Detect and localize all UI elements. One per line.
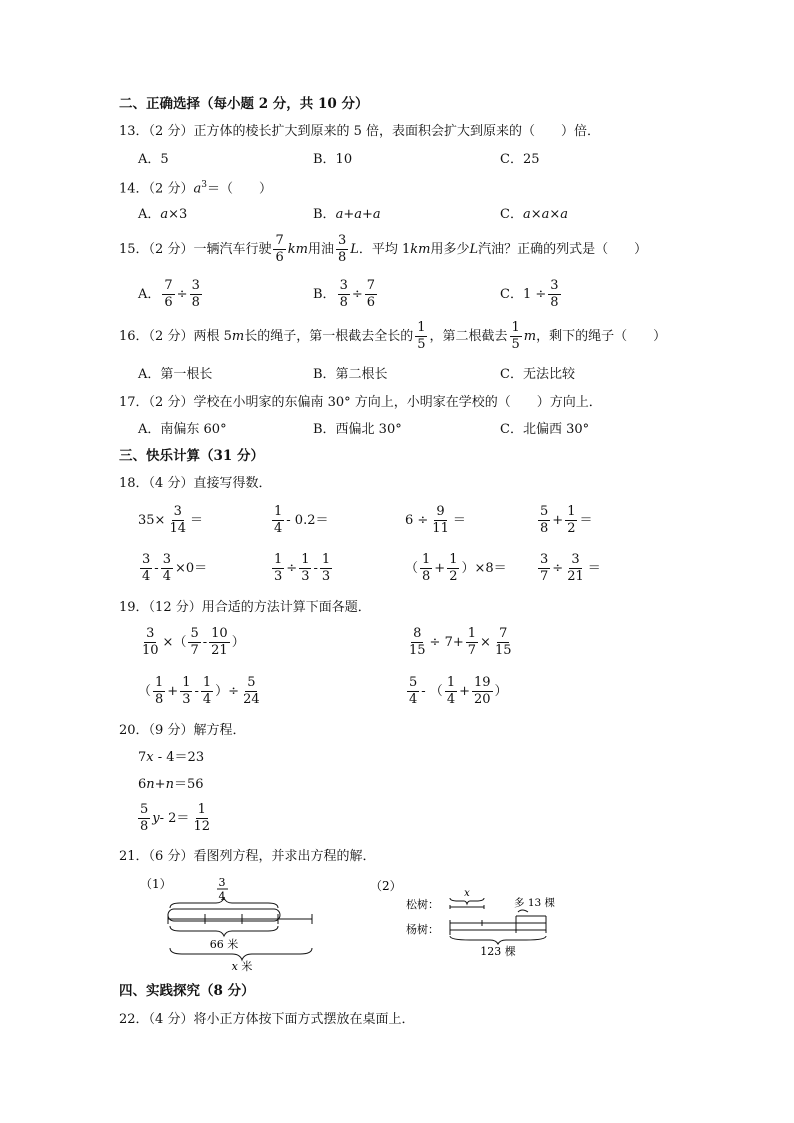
q19-stem: 19．（12 分）用合适的方法计算下面各题． [119, 600, 371, 615]
section-title-choice: 二、正确选择（每小题 2 分，共 10 分） [119, 96, 369, 112]
q18-item-2: $\frac{1}{4}$ - 0.2＝ [274, 504, 329, 536]
q19-expr-2: $\frac{8}{15}$ ÷ 7+ $\frac{1}{7}$ × $\frac{7}{15}$ [409, 626, 512, 658]
q20-equation-1: 7x - 4＝23 [138, 750, 205, 765]
q20-equation-3: $\frac{5}{8}$ y - 2＝ $\frac{1}{12}$ [140, 802, 210, 834]
figure-2-poplar-label: 杨树： [406, 923, 439, 936]
section-title-calc: 三、快乐计算（31 分） [119, 448, 264, 464]
figure-2-more-label: 多 13 棵 [514, 897, 556, 909]
q19-expr-4: $\frac{5}{4}$ - （ $\frac{1}{4}$ + $\frac{19}{20}$ ） [409, 675, 508, 707]
q17-option-b: B．西偏北 30° [313, 422, 402, 437]
q18-item-4: $\frac{5}{8}$ + $\frac{1}{2}$ ＝ [540, 504, 593, 536]
q15-option-a: A． $\frac{7}{6}$ ÷ $\frac{3}{8}$ [138, 278, 200, 310]
q20-stem: 20．（9 分）解方程． [119, 723, 246, 738]
q20-equation-2: 6n+n＝56 [138, 777, 204, 792]
q18-item-8: $\frac{3}{7}$ ÷ $\frac{3}{21}$ ＝ [540, 552, 601, 584]
q18-item-1: 35× $\frac{3}{14}$ ＝ [138, 504, 203, 536]
q15-option-b: B． $\frac{3}{8}$ ÷ $\frac{7}{6}$ [313, 278, 376, 310]
q13-stem: 13．（2 分）正方体的棱长扩大到原来的 5 倍，表面积会扩大到原来的（ ）倍． [119, 124, 600, 139]
q21-figure-1 [140, 874, 330, 974]
q22-stem: 22．（4 分）将小正方体按下面方式摆放在桌面上． [119, 1012, 415, 1027]
q17-option-a: A．南偏东 60° [138, 422, 227, 437]
q16-option-c: C．无法比较 [500, 367, 575, 382]
q14-option-a: A．a×3 [138, 207, 188, 222]
q19-expr-1: $\frac{3}{10}$ ×（ $\frac{5}{7}$ - $\frac{10}{21}$ ） [142, 626, 245, 658]
q15-stem: 15．（2 分）一辆汽车行驶 $\frac{7}{6}$ km 用油 $\frac{3}{8}$ L ．平均 1 km 用多少 L 汽油？正确的列式是（ ） [119, 233, 648, 265]
q13-option-b: B．10 [313, 152, 353, 167]
figure-2-total: 123 棵 [480, 945, 516, 958]
q17-option-c: C．北偏西 30° [500, 422, 590, 437]
figure-1-x-label: x 米 [231, 960, 253, 973]
q14-stem: 14．（2 分）$a^3=$（ ） [119, 180, 272, 197]
q19-expr-3: （ $\frac{1}{8}$ + $\frac{1}{3}$ - $\frac{1}{4}$ ）÷ $\frac{5}{24}$ [138, 675, 260, 707]
q18-item-3: 6 ÷ $\frac{9}{11}$ ＝ [405, 504, 466, 536]
q16-stem: 16．（2 分）两根 5 m 长的绳子，第一根截去全长的 $\frac{1}{5}$ ，第二根截去 $\frac{1}{5}$ m ，剩下的绳子（ ） [119, 320, 667, 352]
figure-2-label: （2） [370, 879, 402, 893]
q18-item-7: （ $\frac{1}{8}$ + $\frac{1}{2}$ ）×8＝ [405, 552, 507, 584]
q18-item-6: $\frac{1}{3}$ ÷ $\frac{1}{3}$ - $\frac{1}{3}$ [274, 552, 331, 584]
figure-1-total: 66 米 [209, 938, 239, 951]
figure-1-label: （1） [140, 877, 172, 891]
figure-1-frac-num: 3 [218, 876, 226, 889]
q18-stem: 18．（4 分）直接写得数． [119, 476, 272, 491]
figure-1-frac-den: 4 [218, 890, 226, 903]
q13-option-a: A．5 [138, 152, 169, 167]
q17-stem: 17．（2 分）学校在小明家的东偏南 30° 方向上，小明家在学校的（ ）方向上． [119, 395, 602, 410]
q18-item-5: $\frac{3}{4}$ - $\frac{3}{4}$ ×0＝ [142, 552, 208, 584]
q14-option-c: C．a×a×a [500, 207, 568, 222]
q21-figure-2 [370, 878, 570, 960]
figure-2-x-label: x [464, 888, 470, 899]
q16-option-b: B．第二根长 [313, 367, 388, 382]
q16-option-a: A．第一根长 [138, 367, 213, 382]
q21-stem: 21．（6 分）看图列方程，并求出方程的解． [119, 849, 376, 864]
figure-2-pine-label: 松树： [406, 898, 439, 911]
section-title-practice: 四、实践探究（8 分） [119, 983, 255, 999]
q14-option-b: B．a+a+a [313, 207, 381, 222]
q15-option-c: C．1 ÷ $\frac{3}{8}$ [500, 278, 559, 310]
q13-option-c: C．25 [500, 152, 540, 167]
